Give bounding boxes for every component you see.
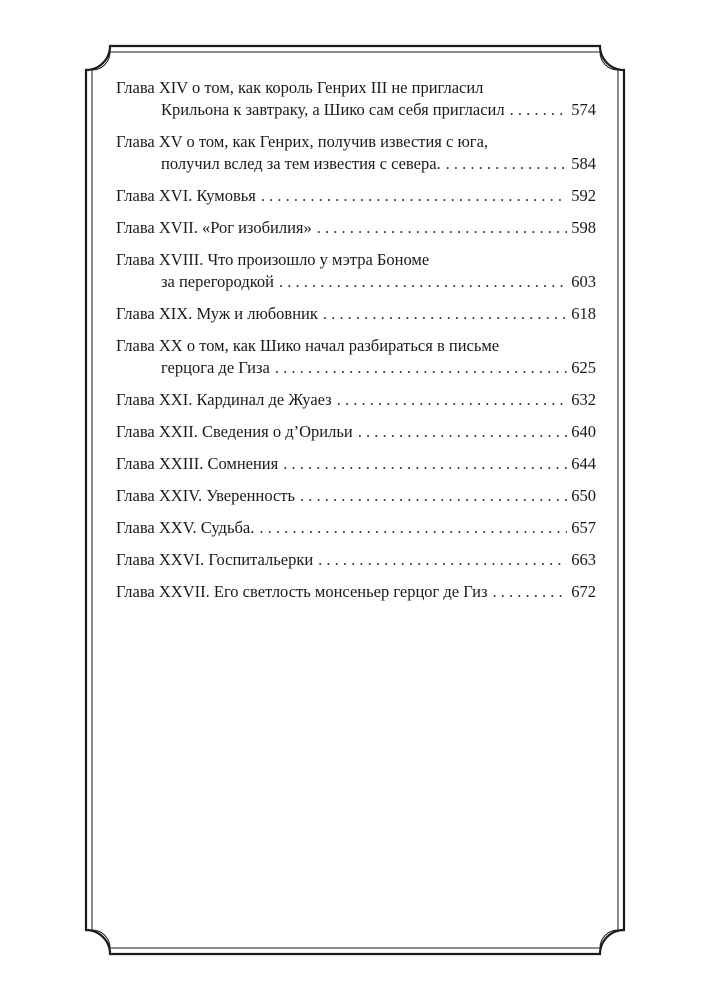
- toc-leader-dots: [283, 453, 567, 475]
- toc-entry-title: герцога де Гиза: [161, 358, 270, 377]
- toc-entry-title-line: [116, 421, 596, 443]
- toc-page-number: 632: [571, 390, 596, 409]
- toc-entry-title: Глава XXIV. Уверенность: [116, 486, 296, 505]
- toc-leader-dots: [259, 517, 567, 539]
- toc-entry-title: Глава XXVII. Его светлость монсеньер герцог де Гиз: [116, 582, 488, 601]
- toc-entry-continuation-line: [116, 357, 596, 379]
- toc-entry-title-line: [116, 485, 596, 507]
- toc-entry: [116, 77, 596, 121]
- toc-page-number: 657: [571, 518, 596, 537]
- toc-entry: [116, 217, 596, 239]
- toc-entry-title: Глава XVIII. Что произошло у мэтра Бономе: [116, 250, 430, 269]
- toc-leader-dots: [493, 581, 568, 603]
- toc-page-number: 598: [571, 218, 596, 237]
- toc-entry-title-line: [116, 549, 596, 571]
- toc-entry-title-line: [116, 217, 596, 239]
- table-of-contents: [116, 77, 596, 613]
- toc-leader-dots: [446, 153, 568, 175]
- toc-leader-dots: [337, 389, 568, 411]
- toc-entry-title-line: [116, 453, 596, 475]
- toc-entry-title: Глава XX о том, как Шико начал разбираться в письме: [116, 336, 500, 355]
- toc-leader-dots: [275, 357, 567, 379]
- toc-leader-dots: [279, 271, 567, 293]
- toc-entry: [116, 421, 596, 443]
- toc-page-number: 603: [571, 272, 596, 291]
- toc-entry-title-line: [116, 131, 596, 153]
- toc-entry-title: Крильона к завтраку, а Шико сам себя пригласил: [161, 100, 505, 119]
- toc-entry: [116, 517, 596, 539]
- toc-entry: [116, 303, 596, 325]
- toc-leader-dots: [300, 485, 567, 507]
- toc-entry-title: Глава XXVI. Госпитальерки: [116, 550, 314, 569]
- toc-leader-dots: [358, 421, 568, 443]
- toc-page-number: 644: [571, 454, 596, 473]
- toc-leader-dots: [510, 99, 568, 121]
- toc-page-number: 672: [571, 582, 596, 601]
- toc-entry-title: Глава XIV о том, как король Генрих III не пригласил: [116, 78, 484, 97]
- toc-entry: [116, 581, 596, 603]
- toc-entry-title: за перегородкой: [161, 272, 274, 291]
- toc-entry-title-line: [116, 77, 596, 99]
- toc-entry-title: Глава XVI. Кумовья: [116, 186, 256, 205]
- toc-entry-title: Глава XIX. Муж и любовник: [116, 304, 318, 323]
- toc-entry-title: Глава XV о том, как Генрих, получив известия с юга,: [116, 132, 489, 151]
- toc-leader-dots: [318, 549, 567, 571]
- toc-page-number: 663: [571, 550, 596, 569]
- toc-entry: [116, 185, 596, 207]
- toc-leader-dots: [261, 185, 567, 207]
- toc-entry-title-line: [116, 185, 596, 207]
- toc-entry-title: Глава XXV. Судьба.: [116, 518, 255, 537]
- toc-entry-title: Глава XXII. Сведения о д’Орильи: [116, 422, 353, 441]
- toc-entry: [116, 389, 596, 411]
- toc-entry: [116, 549, 596, 571]
- toc-leader-dots: [323, 303, 567, 325]
- toc-entry-title: Глава XXI. Кардинал де Жуаез: [116, 390, 332, 409]
- toc-page-number: 650: [571, 486, 596, 505]
- toc-entry: [116, 131, 596, 175]
- toc-entry-title-line: [116, 517, 596, 539]
- toc-entry-title-line: [116, 249, 596, 271]
- toc-entry-continuation-line: [116, 99, 596, 121]
- toc-entry-continuation-line: [116, 153, 596, 175]
- toc-page-number: 592: [571, 186, 596, 205]
- toc-page-number: 640: [571, 422, 596, 441]
- toc-entry-title-line: [116, 335, 596, 357]
- toc-entry: [116, 249, 596, 293]
- toc-entry: [116, 485, 596, 507]
- toc-entry-title-line: [116, 389, 596, 411]
- toc-entry-title-line: [116, 581, 596, 603]
- toc-entry: [116, 453, 596, 475]
- toc-entry-title-line: [116, 303, 596, 325]
- toc-entry-title: Глава XVII. «Рог изобилия»: [116, 218, 312, 237]
- toc-entry-continuation-line: [116, 271, 596, 293]
- toc-entry: [116, 335, 596, 379]
- toc-entry-title: Глава XXIII. Сомнения: [116, 454, 279, 473]
- toc-page-number: 625: [571, 358, 596, 377]
- toc-entry-title: получил вслед за тем известия с севера.: [161, 154, 441, 173]
- toc-page-number: 584: [571, 154, 596, 173]
- toc-page-number: 618: [571, 304, 596, 323]
- toc-leader-dots: [317, 217, 568, 239]
- toc-page-number: 574: [571, 100, 596, 119]
